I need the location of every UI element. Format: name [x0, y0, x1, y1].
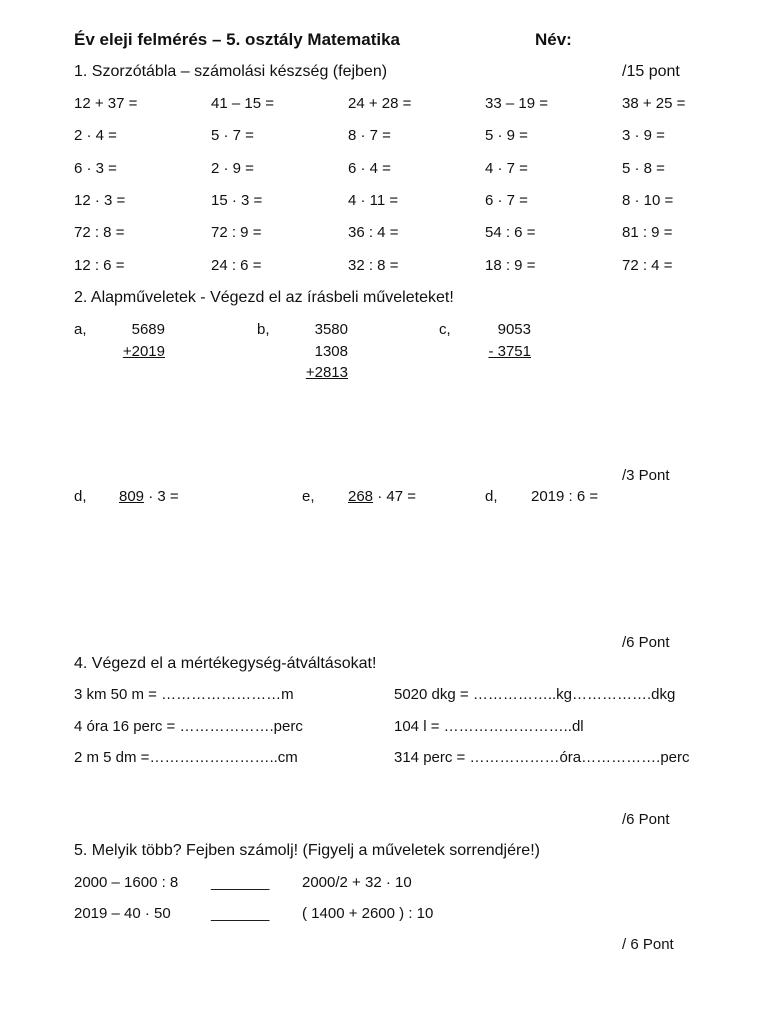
- section1-heading: 1. Szorzótábla – számolási készség (fejben): [74, 63, 388, 80]
- operand: 9053: [497, 321, 531, 338]
- task-cell: 38 + 25 =: [622, 95, 686, 112]
- operand: 268: [348, 488, 374, 505]
- task-cell: 4 · 11 =: [348, 192, 399, 209]
- section5-points: / 6 Pont: [622, 936, 674, 953]
- task-cell: 6 · 7 =: [485, 192, 528, 209]
- operand: 1308: [314, 343, 348, 360]
- task-cell: 2 · 9 =: [211, 160, 254, 177]
- task-cell: 18 : 9 =: [485, 257, 536, 274]
- operation: · 3 =: [144, 488, 179, 505]
- task-cell: 12 · 3 =: [74, 192, 126, 209]
- task-cell: 2 · 4 =: [74, 127, 117, 144]
- operand: - 3751: [488, 343, 531, 360]
- task-cell: 15 · 3 =: [211, 192, 263, 209]
- operand: 809: [119, 488, 145, 505]
- task-label-e: e,: [302, 488, 315, 505]
- operation: 2019 : 6 =: [531, 488, 599, 505]
- task-cell: 24 + 28 =: [348, 95, 412, 112]
- conversion-item: 3 km 50 m = ……………………m: [74, 686, 294, 703]
- task-cell: 5 · 9 =: [485, 127, 528, 144]
- comparison-left: 2019 – 40 · 50: [74, 905, 171, 922]
- section2-points-2: /6 Pont: [622, 634, 670, 651]
- name-label: Név:: [535, 30, 572, 49]
- comparison-right: 2000/2 + 32 · 10: [302, 874, 412, 891]
- task-cell: 4 · 7 =: [485, 160, 528, 177]
- operand: +2019: [122, 343, 165, 360]
- operand: 5689: [131, 321, 165, 338]
- operand: +2813: [305, 364, 348, 381]
- conversion-item: 104 l = ……………………..dl: [394, 718, 584, 735]
- comparison-left: 2000 – 1600 : 8: [74, 874, 179, 891]
- task-cell: 12 : 6 =: [74, 257, 125, 274]
- conversion-item: 314 perc = ………………óra…………….perc: [394, 749, 690, 766]
- task-cell: 6 · 3 =: [74, 160, 117, 177]
- task-cell: 36 : 4 =: [348, 224, 399, 241]
- comparison-right: ( 1400 + 2600 ) : 10: [302, 905, 434, 922]
- task-cell: 12 + 37 =: [74, 95, 138, 112]
- section2-heading: 2. Alapműveletek - Végezd el az írásbeli műveleteket!: [74, 289, 454, 306]
- task-cell: 8 · 7 =: [348, 127, 391, 144]
- section4-points: /6 Pont: [622, 811, 670, 828]
- task-cell: 72 : 8 =: [74, 224, 125, 241]
- operation: · 47 =: [373, 488, 416, 505]
- task-cell: 41 – 15 =: [211, 95, 274, 112]
- page-title: Év eleji felmérés – 5. osztály Matematika: [74, 30, 401, 49]
- task-label-c: c,: [439, 321, 451, 338]
- answer-blank: _______: [211, 874, 270, 891]
- task-cell: 33 – 19 =: [485, 95, 548, 112]
- conversion-item: 5020 dkg = ……………..kg…………….dkg: [394, 686, 676, 703]
- task-cell: 54 : 6 =: [485, 224, 536, 241]
- conversion-item: 4 óra 16 perc = ……………….perc: [74, 718, 303, 735]
- task-cell: 5 · 7 =: [211, 127, 254, 144]
- section1-points: /15 pont: [622, 63, 680, 80]
- task-cell: 72 : 9 =: [211, 224, 262, 241]
- section2-points: /3 Pont: [622, 467, 670, 484]
- task-cell: 5 · 8 =: [622, 160, 665, 177]
- task-cell: 81 : 9 =: [622, 224, 673, 241]
- section5-heading: 5. Melyik több? Fejben számolj! (Figyelj a műveletek sorrendjére!): [74, 842, 540, 859]
- task-label-d: d,: [74, 488, 87, 505]
- task-label-f: d,: [485, 488, 498, 505]
- task-cell: 32 : 8 =: [348, 257, 399, 274]
- task-cell: 72 : 4 =: [622, 257, 673, 274]
- task-cell: 3 · 9 =: [622, 127, 665, 144]
- task-cell: 8 · 10 =: [622, 192, 674, 209]
- task-cell: 6 · 4 =: [348, 160, 391, 177]
- operand: 3580: [314, 321, 348, 338]
- conversion-item: 2 m 5 dm =……………………..cm: [74, 749, 298, 766]
- section4-heading: 4. Végezd el a mértékegység-átváltásokat!: [74, 655, 377, 672]
- answer-blank: _______: [211, 905, 270, 922]
- task-cell: 24 : 6 =: [211, 257, 262, 274]
- task-label-a: a,: [74, 321, 87, 338]
- task-label-b: b,: [257, 321, 270, 338]
